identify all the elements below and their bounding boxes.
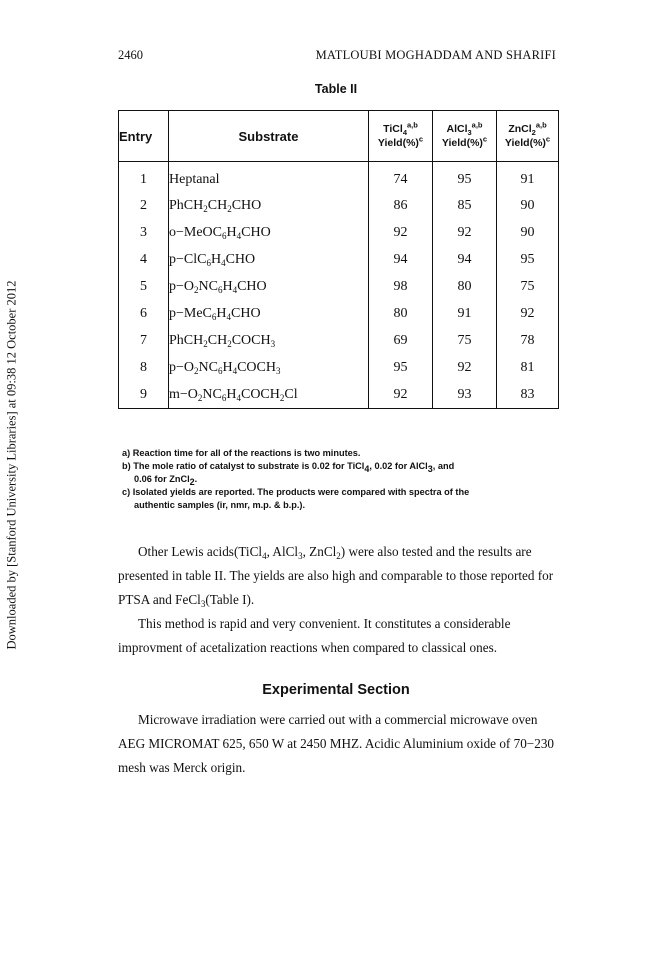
cell-yield-ticl4: 86 xyxy=(369,192,433,219)
cell-entry: 5 xyxy=(119,273,169,300)
substrate-subscript: 6 xyxy=(211,311,217,322)
cell-entry: 9 xyxy=(119,381,169,409)
p1-text-c: , ZnCl xyxy=(302,544,337,559)
table-row xyxy=(119,327,559,354)
p1-text-b: , AlCl xyxy=(266,544,299,559)
paragraph-lewis-acids-text xyxy=(118,540,558,612)
footnote-b-text-1: b) The mole ratio of catalyst to substrate is 0.02 for TiCl xyxy=(122,461,365,471)
cell-yield-ticl4: 80 xyxy=(369,300,433,327)
footnote-c-text-1: c) Isolated yields are reported. The products were compared with spectra of the xyxy=(122,487,470,497)
footnote-b-text-4: 0.06 for ZnCl xyxy=(134,474,190,484)
cell-entry: 2 xyxy=(119,192,169,219)
cell-substrate xyxy=(169,219,369,246)
cell-yield-zncl2: 95 xyxy=(497,246,559,273)
p1-text-d: ) were also tested and the results are presented in table II. The yields are also high and comparable to those reported for PTSA and FeCl xyxy=(118,544,554,607)
substrate-subscript: 3 xyxy=(270,338,276,349)
download-watermark: Downloaded by [Stanford University Libraries] at 09:38 12 October 2012 xyxy=(4,280,19,650)
table-row xyxy=(119,219,559,246)
cell-yield-alcl3: 95 xyxy=(433,162,497,193)
footnote-b-continuation xyxy=(122,473,562,486)
substrate-subscript: 4 xyxy=(232,284,238,295)
substrate-text: CH xyxy=(207,332,228,348)
cell-entry: 7 xyxy=(119,327,169,354)
cell-yield-zncl2: 81 xyxy=(497,354,559,381)
footnote-a: a) Reaction time for all of the reactions is two minutes. xyxy=(122,448,361,458)
substrate-text: m−O xyxy=(169,386,198,402)
substrate-subscript: 2 xyxy=(194,284,199,295)
footnote-b xyxy=(122,460,562,486)
footnote-c xyxy=(122,486,562,512)
cell-yield-alcl3: 85 xyxy=(433,192,497,219)
cell-yield-alcl3: 93 xyxy=(433,381,497,409)
substrate-text: COCH xyxy=(231,332,271,348)
table-row xyxy=(119,192,559,219)
cell-yield-alcl3: 92 xyxy=(433,354,497,381)
table-row xyxy=(119,246,559,273)
cell-entry: 8 xyxy=(119,354,169,381)
cell-entry: 6 xyxy=(119,300,169,327)
table-header-row xyxy=(119,111,559,162)
substrate-text: COCH xyxy=(240,386,280,402)
substrate-subscript: 4 xyxy=(226,311,232,322)
substrate-text: H xyxy=(222,359,233,375)
p1-sub-4: 3 xyxy=(200,599,206,609)
header-zncl2-superscript: a,b xyxy=(535,120,547,130)
substrate-text: NC xyxy=(198,359,218,375)
substrate-subscript: 6 xyxy=(206,257,211,268)
footnote-b-sub-2: 3 xyxy=(427,464,433,474)
header-alcl3-name: AlCl xyxy=(446,123,468,135)
header-substrate: Substrate xyxy=(169,111,369,162)
header-zncl2-subscript: 2 xyxy=(531,128,536,138)
footnote-b-text-3: , and xyxy=(432,461,455,471)
header-alcl3-yield: Yield(%) xyxy=(441,137,483,149)
header-entry: Entry xyxy=(119,111,169,162)
table-row xyxy=(119,354,559,381)
cell-yield-ticl4: 98 xyxy=(369,273,433,300)
substrate-text: CHO xyxy=(225,251,256,267)
cell-yield-ticl4: 95 xyxy=(369,354,433,381)
substrate-subscript: 6 xyxy=(217,365,223,376)
substrate-text: p−O xyxy=(169,359,195,375)
substrate-text: Heptanal xyxy=(169,172,220,187)
cell-yield-ticl4: 92 xyxy=(369,219,433,246)
cell-entry: 3 xyxy=(119,219,169,246)
substrate-subscript: 2 xyxy=(279,392,285,403)
header-ticl4-yield-superscript: c xyxy=(418,134,424,144)
cell-yield-ticl4: 69 xyxy=(369,327,433,354)
table-row xyxy=(119,381,559,409)
footnote-b-text-2: , 0.02 for AlCl xyxy=(369,461,428,471)
p1-sub-2: 3 xyxy=(298,551,303,561)
cell-yield-alcl3: 80 xyxy=(433,273,497,300)
substrate-text: H xyxy=(226,224,237,240)
substrate-subscript: 2 xyxy=(203,203,208,214)
header-alcl3 xyxy=(433,111,497,162)
paragraph-lewis-acids xyxy=(118,540,558,612)
substrate-subscript: 2 xyxy=(227,338,232,349)
substrate-subscript: 4 xyxy=(236,392,241,403)
substrate-subscript: 4 xyxy=(236,230,242,241)
substrate-subscript: 6 xyxy=(222,230,227,241)
header-ticl4-superscript: a,b xyxy=(406,120,418,130)
table-row xyxy=(119,273,559,300)
substrate-text: NC xyxy=(202,386,222,402)
substrate-text: p−O xyxy=(169,278,195,294)
substrate-text: p−MeC xyxy=(169,305,212,321)
substrate-text: NC xyxy=(198,278,218,294)
substrate-text: CHO xyxy=(231,197,262,213)
page-header xyxy=(118,48,556,66)
cell-substrate xyxy=(169,300,369,327)
p1-text-a: Other Lewis acids(TiCl xyxy=(138,544,263,559)
cell-entry: 4 xyxy=(119,246,169,273)
substrate-text: H xyxy=(216,305,227,321)
substrate-text: PhCH xyxy=(169,197,204,213)
substrate-subscript: 2 xyxy=(227,203,232,214)
paragraph-experimental-text: Microwave irradiation were carried out with a commercial microwave oven AEG MICROMAT 625, 650 W at 2450 MHZ. Acidic Aluminium oxide of 70−230 mesh was Merck origin. xyxy=(118,712,555,775)
cell-yield-zncl2: 92 xyxy=(497,300,559,327)
paragraph-experimental xyxy=(118,708,558,780)
cell-yield-ticl4: 74 xyxy=(369,162,433,193)
cell-substrate xyxy=(169,327,369,354)
substrate-text: o−MeOC xyxy=(169,224,223,240)
table-row xyxy=(119,300,559,327)
cell-yield-zncl2: 78 xyxy=(497,327,559,354)
table-body xyxy=(119,162,559,409)
substrate-text: H xyxy=(222,278,233,294)
cell-substrate xyxy=(169,192,369,219)
table-row xyxy=(119,162,559,193)
paragraph-method-text: This method is rapid and very convenient. It constitutes a considerable improvment of acetalization reactions when compared to classical ones. xyxy=(118,616,511,655)
footnote-c-text-2: authentic samples (ir, nmr, m.p. & b.p.). xyxy=(134,500,306,510)
substrate-text: CHO xyxy=(231,305,261,321)
header-zncl2-yield: Yield(%) xyxy=(504,137,546,149)
header-ticl4-yield: Yield(%) xyxy=(377,137,419,149)
cell-yield-zncl2: 83 xyxy=(497,381,559,409)
cell-yield-alcl3: 75 xyxy=(433,327,497,354)
cell-yield-ticl4: 94 xyxy=(369,246,433,273)
results-table xyxy=(118,110,559,409)
cell-yield-alcl3: 92 xyxy=(433,219,497,246)
footnote-b-sub-1: 4 xyxy=(364,464,370,474)
header-alcl3-superscript: a,b xyxy=(471,120,483,130)
substrate-text: CH xyxy=(207,197,228,213)
substrate-subscript: 6 xyxy=(221,392,227,403)
header-alcl3-subscript: 3 xyxy=(467,128,472,138)
substrate-subscript: 6 xyxy=(217,284,223,295)
footnote-b-sub-3: 2 xyxy=(189,477,195,487)
section-heading: Experimental Section xyxy=(262,682,410,698)
paragraph-method xyxy=(118,612,558,660)
cell-yield-zncl2: 90 xyxy=(497,192,559,219)
cell-substrate xyxy=(169,162,369,193)
results-table-container xyxy=(118,110,558,409)
header-zncl2-name: ZnCl xyxy=(508,123,532,135)
substrate-text: PhCH xyxy=(169,332,204,348)
substrate-text: CHO xyxy=(237,278,267,294)
cell-yield-zncl2: 91 xyxy=(497,162,559,193)
substrate-subscript: 2 xyxy=(194,365,199,376)
p1-text-e: (Table I). xyxy=(205,592,255,607)
substrate-subscript: 2 xyxy=(197,392,203,403)
table-title: Table II xyxy=(314,82,358,96)
cell-substrate xyxy=(169,273,369,300)
running-head: MATLOUBI MOGHADDAM AND SHARIFI xyxy=(315,48,556,62)
substrate-subscript: 3 xyxy=(276,365,281,376)
substrate-subscript: 4 xyxy=(232,365,238,376)
header-ticl4 xyxy=(369,111,433,162)
p1-sub-3: 2 xyxy=(336,551,341,561)
substrate-text: H xyxy=(210,251,222,267)
cell-substrate xyxy=(169,354,369,381)
header-zncl2 xyxy=(497,111,559,162)
header-ticl4-name: TiCl xyxy=(383,123,403,135)
cell-entry: 1 xyxy=(119,162,169,193)
cell-substrate xyxy=(169,381,369,409)
header-zncl2-yield-superscript: c xyxy=(545,134,551,144)
substrate-text: CHO xyxy=(241,224,271,240)
header-alcl3-yield-superscript: c xyxy=(482,134,488,144)
cell-yield-zncl2: 75 xyxy=(497,273,559,300)
p1-sub-1: 4 xyxy=(262,551,267,561)
cell-yield-alcl3: 94 xyxy=(433,246,497,273)
substrate-text: Cl xyxy=(284,386,298,402)
cell-yield-ticl4: 92 xyxy=(369,381,433,409)
substrate-subscript: 4 xyxy=(221,257,226,268)
page-number: 2460 xyxy=(118,48,143,62)
cell-substrate xyxy=(169,246,369,273)
cell-yield-alcl3: 91 xyxy=(433,300,497,327)
substrate-text: H xyxy=(226,386,237,402)
footnote-b-text-5: . xyxy=(194,474,198,484)
substrate-text: p−ClC xyxy=(169,251,207,267)
substrate-text: COCH xyxy=(237,359,276,375)
table-footnotes xyxy=(122,447,562,512)
header-ticl4-subscript: 4 xyxy=(402,128,407,138)
cell-yield-zncl2: 90 xyxy=(497,219,559,246)
substrate-subscript: 2 xyxy=(203,338,208,349)
